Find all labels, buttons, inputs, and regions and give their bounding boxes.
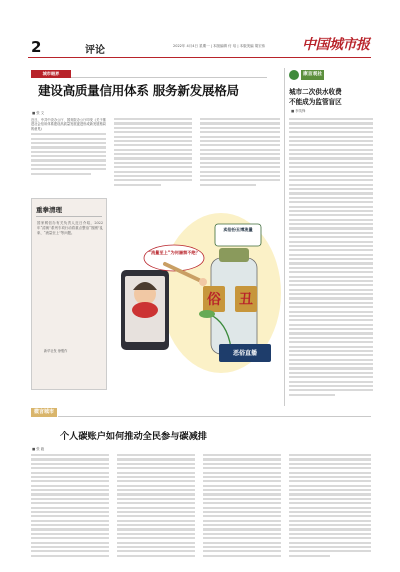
side-headline-1: 城市二次供水收费: [289, 88, 342, 96]
bottom-column-1: [31, 454, 109, 559]
date-line: 2022年 4月4日 星期一 | 本版编辑 付 培 | 本版美编 胡宏伟: [173, 44, 266, 48]
bottle-char-vulgar: 俗: [207, 292, 221, 308]
header-rule: [28, 57, 371, 58]
cartoon-illustration: [111, 198, 281, 390]
bottom-tag-rule: [58, 416, 371, 417]
bottom-column-2: [117, 454, 195, 559]
cartoon-box-rule: [36, 216, 102, 217]
lead-tag: [31, 70, 71, 78]
bottom-tag-label: 微言城市: [34, 409, 55, 415]
bubble-right-text: 卖俗扮丑博流量: [223, 227, 253, 232]
section-title: 评论: [85, 45, 105, 56]
side-divider: [284, 68, 285, 406]
cartoon-section: [31, 198, 281, 398]
lead-tag-rule: [71, 77, 267, 78]
bottle-char-ugly: 丑: [239, 292, 253, 308]
side-tag-icon: [289, 70, 299, 80]
side-body: [289, 118, 373, 404]
page-header: [0, 0, 400, 72]
bottom-column-4: [289, 454, 371, 559]
bubble-left-text: “流量至上”为何屡禁不绝？: [148, 250, 200, 255]
bottom-headline: 个人碳账户如何推动全民参与碳减排: [60, 431, 207, 442]
lead-headline: 建设高质量信用体系 服务新发展格局: [38, 83, 239, 98]
bottom-byline: ■ 张 毅: [32, 447, 45, 451]
cartoon-sign-text: 恶俗直播: [232, 350, 257, 357]
side-byline: ■ 李英锋: [291, 109, 306, 113]
lead-first-sentence: 近日，中共中央办公厅、国务院办公厅印发《关于推进社会信用体系建设高质量发展促进形成新发展格局的意见》: [31, 118, 106, 131]
lead-byline: ■ 张 文: [32, 111, 45, 115]
lead-column-1: [31, 118, 106, 198]
lead-right-column: [209, 118, 281, 198]
cartoon-caption-text: 国家网信办有关负责人近日介绍，2022年“清朗”系列专项行动将重点整治“饭圈”乱象、“流量至上”等问题。: [37, 221, 103, 235]
lead-column-2: [114, 118, 192, 198]
side-headline-2: 不能成为监管盲区: [289, 98, 342, 106]
side-column: [289, 66, 373, 406]
side-tag: 康言观社: [301, 70, 324, 80]
bottom-tag: [31, 408, 57, 417]
bottom-column-3: [203, 454, 281, 559]
page-number: 2: [31, 38, 42, 56]
cartoon-caption-box: [31, 198, 107, 390]
bottom-body: [31, 454, 371, 568]
cartoon-credit: 新华社发 徐骏作: [44, 349, 68, 353]
masthead-logo: 中国城市报: [302, 37, 370, 53]
lead-tag-label: 城市眼界: [42, 71, 60, 76]
cartoon-box-title: 重拳清理: [36, 206, 62, 214]
